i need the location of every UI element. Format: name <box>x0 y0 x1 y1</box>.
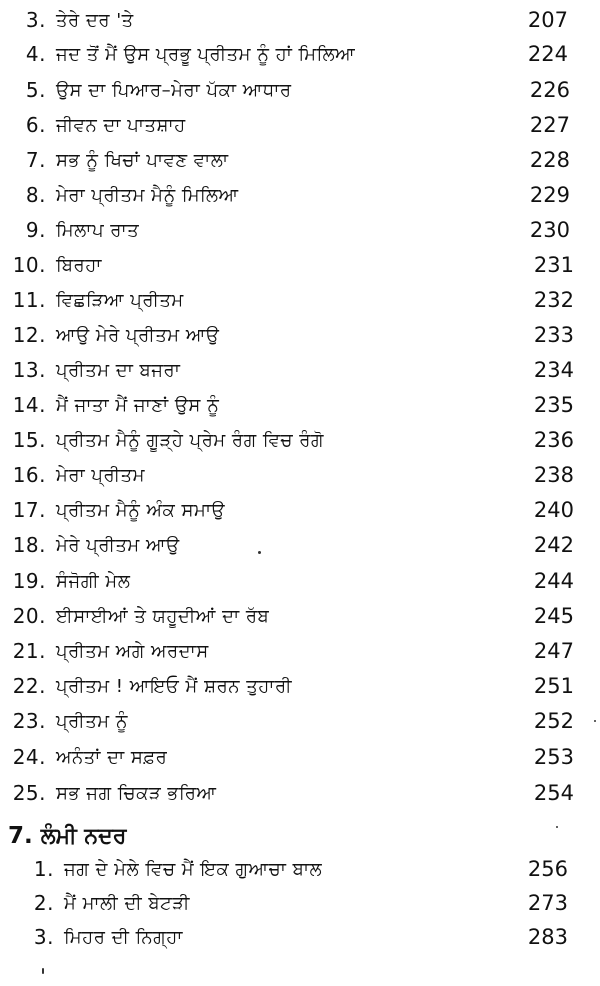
entry-number: 24. <box>12 745 46 769</box>
entry-title: ਮੇਰੇ ਪ੍ਰੀਤਮ ਆਉ <box>56 534 180 556</box>
entry-title: ਮੇਰਾ ਪ੍ਰੀਤਮ ਮੈਨੂੰ ਮਿਲਿਆ <box>56 184 239 206</box>
entry-page-number: 229 <box>529 183 570 207</box>
entry-number: 4. <box>25 42 46 66</box>
entry-number: 21. <box>12 639 46 663</box>
list-item <box>26 920 183 954</box>
entry-page-number: 231 <box>533 253 574 277</box>
entry-page-number: 227 <box>529 113 570 137</box>
list-item <box>18 143 229 177</box>
entry-number: 16. <box>12 463 46 487</box>
entry-number: 12. <box>12 323 46 347</box>
entry-title: ਪ੍ਰੀਤਮ ਮੈਨੂੰ ਗੂੜ੍ਹੇ ਪ੍ਰੇਮ ਰੰਗ ਵਿਚ ਰੰਗੋ <box>56 429 324 451</box>
entry-number: 13. <box>12 358 46 382</box>
entry-page-number: 234 <box>533 358 574 382</box>
entry-number: 7. <box>25 148 46 172</box>
list-item <box>6 458 145 492</box>
entry-title: ਪ੍ਰੀਤਮ ! ਆਇਓ ਮੈਂ ਸ਼ਰਨ ਤੁਹਾਰੀ <box>56 675 293 697</box>
entry-title: ਪ੍ਰੀਤਮ ਨੂੰ <box>56 710 128 732</box>
entry-page-number: 228 <box>529 148 570 172</box>
list-item <box>6 388 219 422</box>
list-item <box>26 886 190 920</box>
entry-title: ਮੈਂ ਮਾਲੀ ਦੀ ਬੇਟੜੀ <box>64 892 190 914</box>
entry-page-number: 256 <box>527 857 568 881</box>
entry-title: ਵਿਛੜਿਆ ਪ੍ਰੀਤਮ <box>56 289 184 311</box>
entry-number: 1. <box>33 857 54 881</box>
entry-title: ਪ੍ਰੀਤਮ ਦਾ ਬਜਰਾ <box>56 359 181 381</box>
entry-title: ਤੇਰੇ ਦਰ 'ਤੇ <box>56 9 134 31</box>
entry-number: 17. <box>12 498 46 522</box>
scan-speck <box>258 551 261 554</box>
entry-number: 5. <box>25 78 46 102</box>
entry-number: 20. <box>12 604 46 628</box>
entry-page-number: 252 <box>533 709 574 733</box>
entry-title: ਆਉ ਮੇਰੇ ਪ੍ਰੀਤਮ ਆਉ <box>56 324 220 346</box>
entry-page-number: 242 <box>533 533 574 557</box>
entry-number: 8. <box>25 183 46 207</box>
entry-page-number: 230 <box>529 218 570 242</box>
entry-number: 2. <box>33 891 54 915</box>
entry-title: ਸੰਜੋਗੀ ਮੇਲ <box>56 570 131 592</box>
entry-page-number: 251 <box>533 674 574 698</box>
entry-page-number: 207 <box>527 8 568 32</box>
entry-page-number: 240 <box>533 498 574 522</box>
entry-title: ਮਿਹਰ ਦੀ ਨਿਗ੍ਹਾ <box>64 926 183 948</box>
entry-page-number: 232 <box>533 288 574 312</box>
section-title: ਲੰਮੀ ਨਦਰ <box>40 823 127 849</box>
list-item <box>18 178 239 212</box>
list-item <box>6 423 324 457</box>
entry-page-number: 233 <box>533 323 574 347</box>
entry-page-number: 254 <box>533 781 574 805</box>
entry-number: 6. <box>25 113 46 137</box>
list-item <box>6 318 219 352</box>
entry-page-number: 224 <box>527 42 568 66</box>
list-item <box>18 3 134 37</box>
list-item <box>6 669 292 703</box>
list-item <box>18 37 355 71</box>
entry-title: ਅਨੰਤਾਂ ਦਾ ਸਫ਼ਰ <box>56 746 168 768</box>
list-item <box>26 852 322 886</box>
entry-title: ਮਿਲਾਪ ਰਾਤ <box>56 219 140 241</box>
entry-page-number: 226 <box>529 78 570 102</box>
entry-title: ਪ੍ਰੀਤਮ ਮੈਨੂੰ ਅੰਕ ਸਮਾਉ <box>56 499 226 521</box>
entry-number: 23. <box>12 709 46 733</box>
entry-page-number: 253 <box>533 745 574 769</box>
list-item <box>6 353 180 387</box>
list-item <box>18 73 292 107</box>
entry-number: 22. <box>12 674 46 698</box>
entry-number: 25. <box>12 781 46 805</box>
list-item <box>18 213 139 247</box>
entry-title: ਬਿਰਹਾ <box>56 254 102 276</box>
entry-page-number: 283 <box>527 925 568 949</box>
list-item <box>6 704 128 738</box>
entry-title: ਸਭ ਨੂੰ ਖਿਚਾਂ ਪਾਵਣ ਵਾਲਾ <box>56 149 229 171</box>
list-item <box>6 493 225 527</box>
entry-title: ਉਸ ਦਾ ਪਿਆਰ–ਮੇਰਾ ਪੱਕਾ ਆਧਾਰ <box>56 79 292 101</box>
list-item <box>6 740 167 774</box>
entry-title: ਮੇਰਾ ਪ੍ਰੀਤਮ <box>56 464 145 486</box>
entry-page-number: 245 <box>533 604 574 628</box>
list-item <box>6 248 102 282</box>
entry-title: ਜੀਵਨ ਦਾ ਪਾਤਸ਼ਾਹ <box>56 114 186 136</box>
section-number: 7. <box>8 823 33 849</box>
scan-speck <box>556 826 558 828</box>
entry-page-number: 273 <box>527 891 568 915</box>
entry-number: 10. <box>12 253 46 277</box>
entry-page-number: 235 <box>533 393 574 417</box>
entry-title: ਈਸਾਈਆਂ ਤੇ ਯਹੂਦੀਆਂ ਦਾ ਰੱਬ <box>56 605 270 627</box>
entry-number: 15. <box>12 428 46 452</box>
entry-page-number: 244 <box>533 569 574 593</box>
entry-number: 14. <box>12 393 46 417</box>
entry-number: 19. <box>12 569 46 593</box>
entry-page-number: 247 <box>533 639 574 663</box>
entry-number: 11. <box>12 288 46 312</box>
entry-title: ਜਗ ਦੇ ਮੇਲੇ ਵਿਚ ਮੈਂ ਇਕ ਗੁਆਚਾ ਬਾਲ <box>64 858 323 880</box>
list-item <box>6 283 184 317</box>
section-heading <box>8 818 126 854</box>
list-item <box>6 528 180 562</box>
entry-page-number: 236 <box>533 428 574 452</box>
entry-page-number: 238 <box>533 463 574 487</box>
entry-title: ਮੈਂ ਜਾਤਾ ਮੈਂ ਜਾਣਾਂ ਉਸ ਨੂੰ <box>56 394 220 416</box>
entry-title: ਸਭ ਜਗ ਚਿਕੜ ਭਰਿਆ <box>56 782 217 804</box>
list-item <box>6 776 217 810</box>
entry-title: ਪ੍ਰੀਤਮ ਅਗੇ ਅਰਦਾਸ <box>56 640 209 662</box>
scan-speck <box>594 720 596 722</box>
list-item <box>6 599 269 633</box>
entry-number: 3. <box>25 8 46 32</box>
list-item <box>18 108 186 142</box>
scan-speck <box>42 968 44 974</box>
list-item <box>6 564 130 598</box>
entry-number: 3. <box>33 925 54 949</box>
list-item <box>6 634 209 668</box>
entry-number: 18. <box>12 533 46 557</box>
entry-number: 9. <box>25 218 46 242</box>
entry-title: ਜਦ ਤੋਂ ਮੈਂ ਉਸ ਪ੍ਰਭੂ ਪ੍ਰੀਤਮ ਨੂੰ ਹਾਂ ਮਿਲਿਆ <box>56 43 356 65</box>
